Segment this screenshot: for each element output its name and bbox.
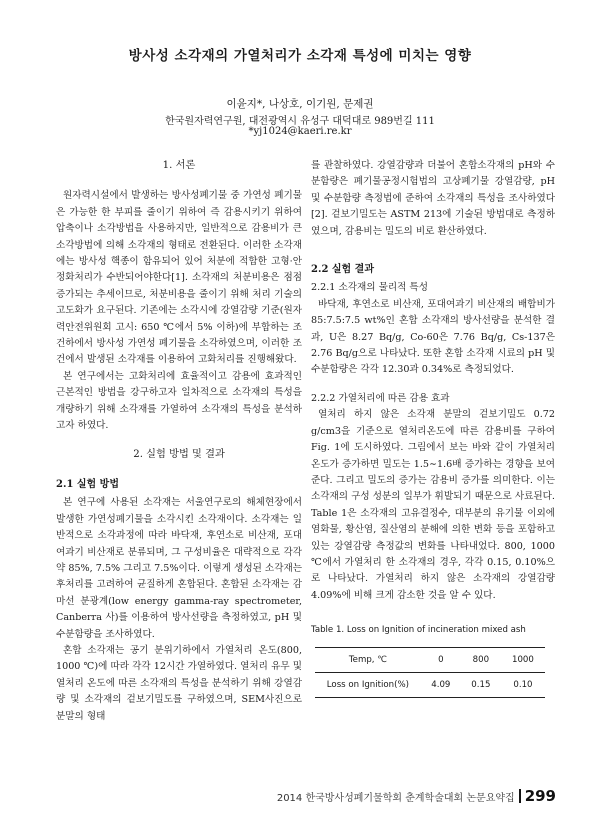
intro-paragraph-1: 원자력시설에서 발생하는 방사성폐기물 중 가연성 폐기물은 가능한 한 부피를 줄이기 위하여 즉 감용시키기 위하여 압축이나 소각방법을 사용하지만, 일반적으로 감용비가 큰 소각방법에 의해 소각재의 형태로 전환된다. 이러한 소각재에는 방사성 핵종이 함유되어 있어 처분에 적합한 고형·안정화처리가 수반되어야한다[1]. 소각재의 처분비용은 점점 증가되는 추세이므로, 처분비용을 줄이기 위해 처리 기술의 고도화가 요구된다. 기존에는 소각시에 강열감량 기준(원자력안전위원회 고시: 650 ℃에서 5% 이하)에 부합하는 조건하에서 방사성 가연성 폐기물을 소각하였으며, 이러한 조건에서 발생된 소각재를 이용하여 고화처리를 진행해왔다.: [56, 190, 302, 366]
table-caption: Table 1. Loss on Ignition of incineration mixed ash: [311, 625, 526, 636]
page-footer: [277, 787, 556, 805]
section-2-2-heading: 2.2 실험 결과: [311, 264, 375, 276]
section-2-2-1-heading: 2.2.1 소각재의 물리적 특성: [311, 282, 428, 294]
section-2-1-heading: 2.1 실험 방법: [56, 478, 120, 490]
corresponding-email[interactable]: *yj1024@kaeri.re.kr: [248, 126, 352, 137]
section-2-heading: 2. 실험 방법 및 결과: [133, 448, 225, 460]
intro-paragraph-2: 본 연구에서는 고화처리에 효율적이고 감용에 효과적인 근본적인 방법을 강구하고자 일차적으로 소각재의 특성을 개량하기 위해 소각재를 가열하여 소각재의 특성을 분석하고자 하였다.: [56, 370, 302, 432]
footer-divider: [519, 789, 521, 803]
method-paragraph-continued: 를 관찰하였다. 강열감량과 더불어 혼합소각재의 pH와 수분함량은 폐기물공정시험법의 고상폐기물 강열감량, pH 및 수분함량 측정법에 준하여 소각재의 특성을 조사하였다[2]. 겉보기밀도는 ASTM 213에 기술된 방법대로 측정하였으며, 감용비는 밀도의 비로 환산하였다.: [311, 160, 555, 237]
table-cell: 4.09: [421, 672, 461, 697]
footer-journal-text: 2014 한국방사성폐기물학회 춘계학술대회 논문요약집: [276, 793, 515, 804]
paper-title: 방사성 소각재의 가열처리가 소각재 특성에 미치는 영향: [128, 48, 472, 64]
section-1-heading: 1. 서론: [162, 160, 196, 171]
table-header-cell: Temp, ℃: [315, 647, 421, 672]
table-header-row: [315, 647, 545, 672]
right-column: [311, 158, 555, 698]
affiliation: 한국원자력연구원, 대전광역시 유성구 대덕대로 989번길 111: [165, 116, 435, 127]
physical-properties-paragraph: 바닥재, 후연소로 비산재, 포대여과기 비산재의 배합비가 85:7.5:7.5 wt%인 혼합 소각재의 방사선량을 분석한 결과, U은 8.27 Bq/g, Co-60은 7.76 Bq/g, Cs-137은 2.76 Bq/g으로 나타났다. 또한 혼합 소각재 시료의 pH 및 수분함량은 각각 12.30과 0.34%로 측정되었다.: [311, 298, 555, 376]
table-header-cell: 1000: [501, 647, 545, 672]
table-cell: 0.10: [501, 672, 545, 697]
section-2-2-2-heading: 2.2.2 가열처리에 따른 감용 효과: [311, 392, 450, 404]
author-list: 이윤지*, 나상호, 이기원, 문제권: [226, 98, 374, 110]
table-row: [315, 672, 545, 697]
table-row-label: Loss on Ignition(%): [315, 672, 421, 697]
method-paragraph-2: 혼합 소각재는 공기 분위기하에서 가열처리 온도(800, 1000 ℃)에 따라 각각 12시간 가열하였다. 열처리 유무 및 열처리 온도에 따른 소각재의 특성을 분석하기 위해 강열감량 및 소각재의 겉보기밀도를 구하였으며, SEM사진으로 분말의 형태: [56, 644, 302, 722]
left-column: [56, 158, 302, 725]
method-paragraph-1: 본 연구에 사용된 소각재는 서울연구로의 해체현장에서 발생한 가연성폐기물을 소각시킨 소각재이다. 소각재는 일반적으로 소각과정에 따라 바닥재, 후연소로 비산재, 포대여과기 비산재로 분류되며, 그 구성비율은 대략적으로 각각 약 85%, 7.5% 그리고 7.5%이다. 이렇게 생성된 소각재는 후처리를 고려하여 균질하게 혼합된다. 혼합된 소각재는 감마선 분광계(low energy gamma-ray spectrometer, Canberra 사)를 이용하여 방사선량을 측정하였고, pH 및 수분함량을 조사하였다.: [56, 497, 302, 640]
table-header-cell: 0: [421, 647, 461, 672]
table-header-cell: 800: [461, 647, 501, 672]
volume-reduction-paragraph: 열처리 하지 않은 소각재 분말의 겉보기밀도 0.72 g/cm3을 기준으로 열처리온도에 따른 감용비를 구하여 Fig. 1에 도시하였다. 그림에서 보는 바와 같이 가열처리 온도가 증가하면 밀도는 1.5∼1.6배 증가하는 경향을 보여준다. 그리고 밀도의 증가는 감용비 증가를 의미한다. 이는 소각재의 구성 성분의 일부가 휘발되기 때문으로 사료된다. Table 1은 소각재의 고유결정수, 대부분의 유기물 이외에 염화물, 황산염, 질산염의 분해에 의한 변화 등을 포함하고 있는 강열감량 측정값의 변화를 나타내었다. 800, 1000 ℃에서 가열처리 한 소각재의 경우, 각각 0.15, 0.10%으로 나타났다. 가열처리 하지 않은 소각재의 강열감량 4.09%에 비해 크게 감소한 것을 알 수 있다.: [311, 409, 555, 601]
table-cell: 0.15: [461, 672, 501, 697]
loi-table: [315, 647, 545, 699]
page-number: 299: [524, 787, 556, 805]
